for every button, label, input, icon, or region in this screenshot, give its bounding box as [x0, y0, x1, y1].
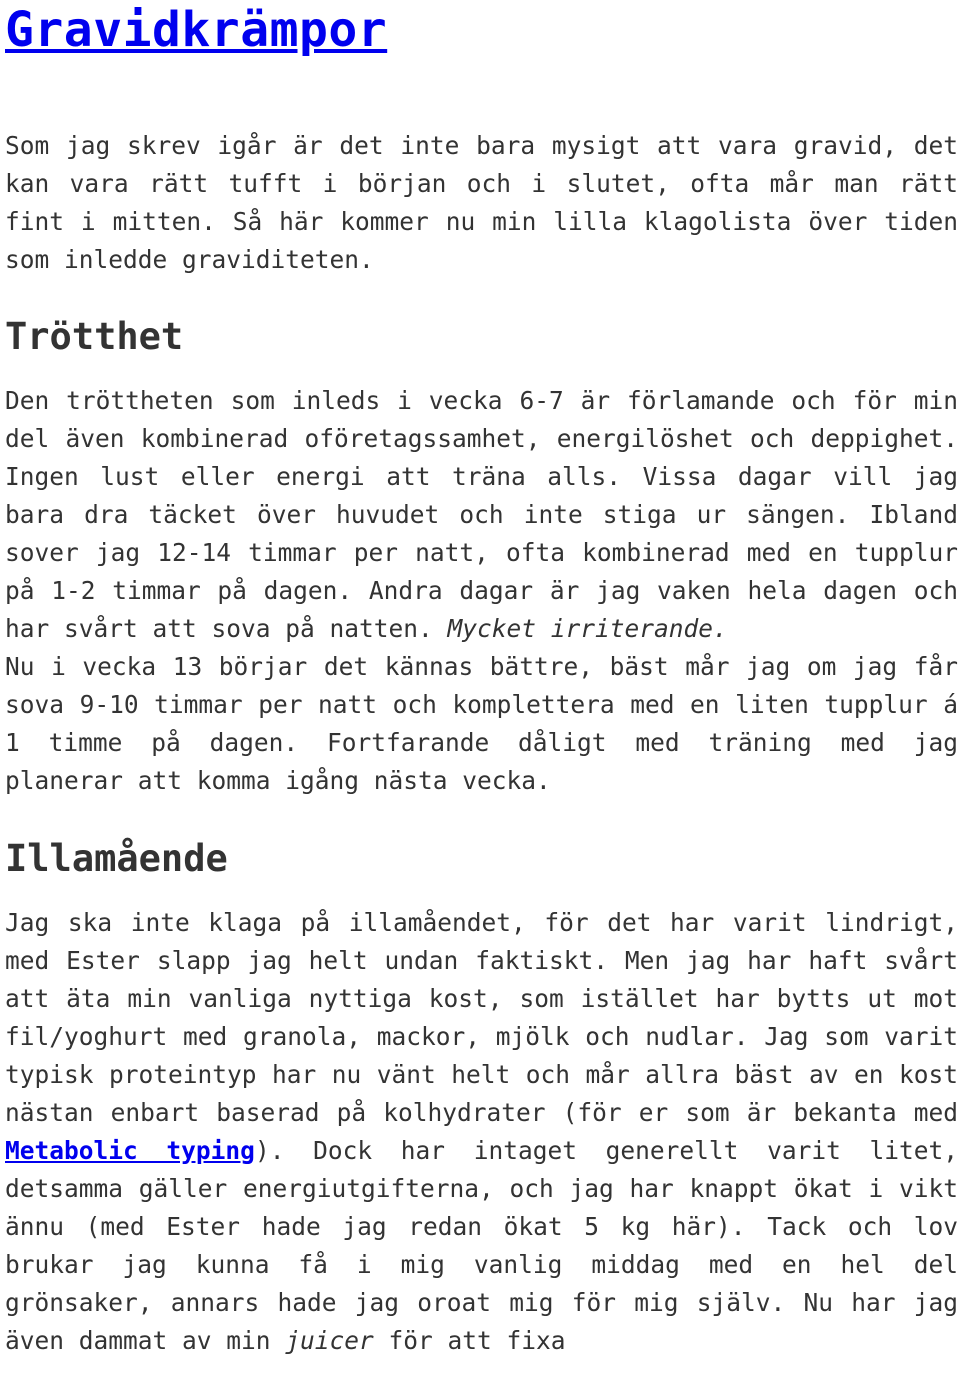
article-title [5, 0, 955, 74]
section-heading-illamaende: Illamående [5, 837, 228, 880]
illamaende-text-end: för att fixa [373, 1326, 566, 1355]
section-heading-trotthet: Trötthet [5, 315, 184, 358]
trotthet-paragraph-2: Nu i vecka 13 börjar det kännas bättre, bäst mår jag om jag får sova 9-10 timmar per natt och komplettera med en liten tupplur á 1 timme på dagen. Fortfarande dåligt med träning med jag planerar att komma igång nästa vecka. [5, 652, 958, 795]
metabolic-typing-link[interactable]: Metabolic typing [5, 1136, 255, 1165]
trotthet-paragraph-1-text: Den tröttheten som inleds i vecka 6-7 är förlamande och för min del även kombinerad oföretagssamhet, energilöshet och deppighet. Ingen lust eller energi att träna alls. Vissa dagar vill jag bara dra täcket över huvudet och inte stiga ur sängen. Ibland sover jag 12-14 timmar per natt, ofta kombinerad med en tupplur på 1-2 timmar på dagen. Andra dagar är jag vaken hela dagen och har svårt att sova på natten. [5, 386, 958, 643]
intro-paragraph: Som jag skrev igår är det inte bara mysigt att vara gravid, det kan vara rätt tufft i början och i slutet, ofta mår man rätt fint i mitten. Så här kommer nu min lilla klagolista över tiden som inledde graviditeten. [5, 131, 958, 274]
illamaende-text-before-link: Jag ska inte klaga på illamåendet, för det har varit lindrigt, med Ester slapp jag helt undan faktiskt. Men jag har haft svårt att äta min vanliga nyttiga kost, som istället har bytts ut mot fil/yoghurt med granola, mackor, mjölk och nudlar. Jag som varit typisk proteintyp har nu vänt helt och mår allra bäst av en kost nästan enbart baserad på kolhydrater (för er som är bekanta med [5, 908, 958, 1127]
trotthet-emphasis: Mycket irriterande. [447, 614, 728, 643]
illamaende-text-after-link: ). Dock har intaget generellt varit litet, detsamma gäller energiutgifterna, och jag har knappt ökat i vikt ännu (med Ester hade jag redan ökat 5 kg här). Tack och lov brukar jag kunna få i mig vanlig middag med en hel del grönsaker, annars hade jag oroat mig för mig själv. Nu har jag även dammat av min [5, 1136, 958, 1355]
article-title-link[interactable]: Gravidkrämpor [5, 2, 388, 58]
trotthet-paragraph-1 [5, 382, 958, 648]
juicer-emphasis: juicer [285, 1326, 374, 1355]
illamaende-paragraph [5, 904, 958, 1360]
